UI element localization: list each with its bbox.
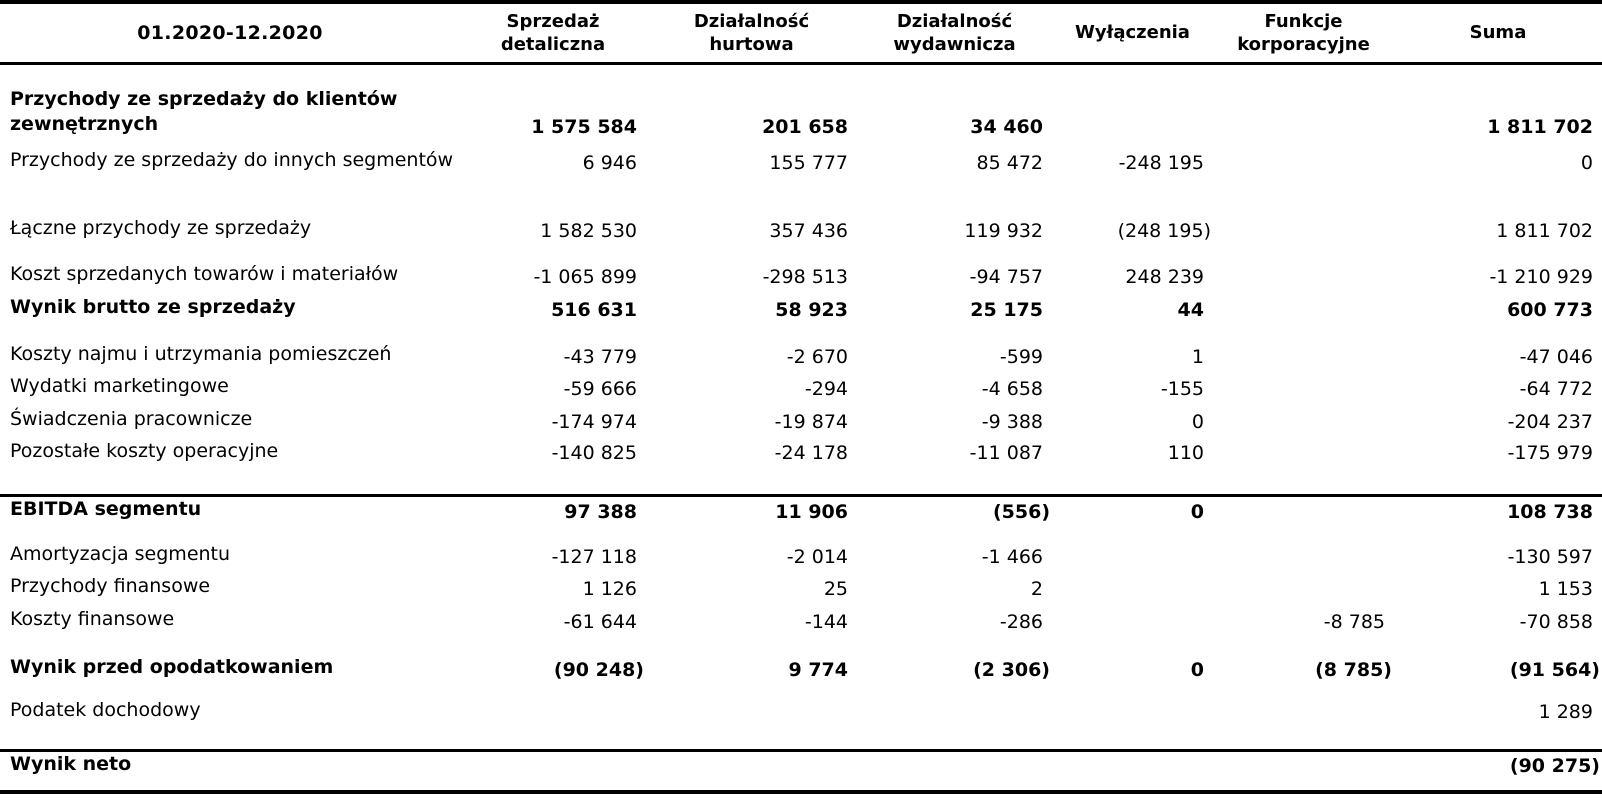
table-header bbox=[0, 2, 1602, 64]
value-cell: 1 811 702 bbox=[1487, 115, 1593, 138]
value-cell: -127 118 bbox=[551, 545, 637, 568]
value-cell: 0 bbox=[1191, 410, 1204, 433]
value-cell: -1 210 929 bbox=[1489, 265, 1593, 288]
table-row bbox=[0, 529, 1602, 574]
value-cell bbox=[857, 751, 1052, 793]
value-cell: -298 513 bbox=[762, 265, 848, 288]
value-cell: -8 785 bbox=[1323, 610, 1385, 633]
value-cell: 97 388 bbox=[460, 496, 646, 529]
value-cell bbox=[1213, 294, 1394, 327]
table-row bbox=[0, 751, 1602, 793]
value-cell: -2 670 bbox=[786, 345, 848, 368]
value-cell: -61 644 bbox=[563, 610, 637, 633]
value-cell: 201 658 bbox=[762, 115, 848, 138]
value-cell: 1 289 bbox=[1538, 701, 1593, 723]
table-row bbox=[0, 687, 1602, 751]
row-label: Wynik neto bbox=[0, 751, 460, 793]
value-cell: -204 237 bbox=[1507, 410, 1593, 433]
value-cell: 85 472 bbox=[976, 151, 1043, 174]
value-cell bbox=[1213, 439, 1394, 496]
table-row bbox=[0, 606, 1602, 639]
value-cell bbox=[1052, 529, 1213, 574]
value-cell: -70 858 bbox=[1519, 610, 1593, 633]
value-cell bbox=[1213, 64, 1394, 144]
value-cell bbox=[1213, 574, 1394, 606]
table-row bbox=[0, 248, 1602, 294]
value-cell: -43 779 bbox=[563, 345, 637, 368]
row-label: Koszt sprzedanych towarów i materiałów bbox=[10, 263, 399, 286]
table-row bbox=[0, 439, 1602, 496]
value-cell: 1 582 530 bbox=[540, 219, 637, 242]
value-cell: -144 bbox=[804, 610, 848, 633]
value-cell: 6 946 bbox=[582, 151, 637, 174]
column-header-retail: Sprzedaż detaliczna bbox=[460, 2, 646, 64]
table-row bbox=[0, 327, 1602, 374]
table-row bbox=[0, 180, 1602, 248]
value-cell bbox=[646, 751, 857, 793]
row-label: Wynik przed opodatkowaniem bbox=[10, 656, 334, 679]
value-cell: -2 014 bbox=[786, 545, 848, 568]
value-cell: 1 575 584 bbox=[531, 115, 637, 138]
value-cell: -294 bbox=[804, 377, 848, 400]
value-cell: -248 195 bbox=[1118, 151, 1204, 174]
value-cell: -130 597 bbox=[1507, 545, 1593, 568]
row-label: Przychody finansowe bbox=[10, 575, 211, 598]
column-header-total: Suma bbox=[1394, 2, 1602, 64]
value-cell: 11 906 bbox=[646, 496, 857, 529]
value-cell: 25 175 bbox=[970, 298, 1043, 321]
row-label: Koszty finansowe bbox=[10, 608, 175, 631]
table-body bbox=[0, 64, 1602, 793]
value-cell: -11 087 bbox=[969, 442, 1043, 464]
value-cell: 516 631 bbox=[551, 298, 637, 321]
value-cell: 110 bbox=[1167, 442, 1204, 464]
value-cell: (90 248) bbox=[553, 658, 644, 681]
value-cell: -175 979 bbox=[1507, 442, 1593, 464]
period-label: 01.2020-12.2020 bbox=[0, 2, 460, 64]
value-cell: (91 564) bbox=[1509, 658, 1600, 681]
row-label: Przychody ze sprzedaży do innych segmentów bbox=[10, 149, 454, 172]
table-row bbox=[0, 639, 1602, 687]
value-cell: 1 811 702 bbox=[1496, 219, 1593, 242]
value-cell: 1 126 bbox=[582, 577, 637, 600]
row-label: Wydatki marketingowe bbox=[10, 375, 229, 398]
value-cell: -1 466 bbox=[981, 545, 1043, 568]
value-cell: -1 065 899 bbox=[533, 265, 637, 288]
value-cell bbox=[1213, 687, 1394, 751]
value-cell: -599 bbox=[999, 345, 1043, 368]
value-cell: -64 772 bbox=[1519, 377, 1593, 400]
value-cell: -155 bbox=[1160, 377, 1204, 400]
value-cell bbox=[1213, 180, 1394, 248]
value-cell: 1 bbox=[1191, 345, 1204, 368]
value-cell: -47 046 bbox=[1519, 345, 1593, 368]
column-header-corporate: Funkcje korporacyjne bbox=[1213, 2, 1394, 64]
value-cell bbox=[1213, 496, 1394, 529]
row-label: Wynik brutto ze sprzedaży bbox=[10, 296, 296, 319]
value-cell: -9 388 bbox=[981, 410, 1043, 433]
value-cell: -59 666 bbox=[563, 377, 637, 400]
value-cell: 0 bbox=[1190, 658, 1204, 681]
row-label: Łączne przychody ze sprzedaży bbox=[10, 217, 312, 240]
value-cell: (248 195) bbox=[1117, 219, 1211, 242]
row-label: EBITDA segmentu bbox=[0, 496, 460, 529]
value-cell bbox=[1052, 574, 1213, 606]
row-label: Koszty najmu i utrzymania pomieszczeń bbox=[10, 343, 392, 366]
value-cell: -94 757 bbox=[969, 265, 1043, 288]
value-cell bbox=[460, 687, 646, 751]
table-row bbox=[0, 574, 1602, 606]
table-row bbox=[0, 294, 1602, 327]
value-cell: (556) bbox=[857, 496, 1052, 529]
value-cell: -4 658 bbox=[981, 377, 1043, 400]
value-cell bbox=[857, 687, 1052, 751]
row-label: Przychody ze sprzedaży do klientów zewnętrznych bbox=[10, 88, 398, 136]
value-cell bbox=[1052, 64, 1213, 144]
value-cell bbox=[1213, 248, 1394, 294]
table-row bbox=[0, 64, 1602, 144]
value-cell: 0 bbox=[1052, 496, 1213, 529]
row-label: Świadczenia pracownicze bbox=[10, 408, 253, 431]
column-header-wholesale: Działalność hurtowa bbox=[646, 2, 857, 64]
value-cell bbox=[1052, 606, 1213, 639]
value-cell bbox=[1213, 751, 1394, 793]
value-cell bbox=[1213, 406, 1394, 439]
value-cell: (2 306) bbox=[973, 658, 1050, 681]
row-label: Pozostałe koszty operacyjne bbox=[10, 439, 279, 462]
value-cell: 34 460 bbox=[970, 115, 1043, 138]
table-row bbox=[0, 496, 1602, 529]
value-cell: -140 825 bbox=[551, 442, 637, 464]
value-cell: 357 436 bbox=[769, 219, 848, 242]
value-cell: -286 bbox=[999, 610, 1043, 633]
value-cell: 600 773 bbox=[1507, 298, 1593, 321]
value-cell: -19 874 bbox=[774, 410, 848, 433]
value-cell bbox=[1213, 529, 1394, 574]
value-cell: 0 bbox=[1580, 151, 1593, 174]
value-cell: 119 932 bbox=[964, 219, 1043, 242]
table-row bbox=[0, 144, 1602, 180]
value-cell: 44 bbox=[1177, 298, 1204, 321]
table-row bbox=[0, 374, 1602, 406]
value-cell bbox=[460, 751, 646, 793]
value-cell: 1 153 bbox=[1538, 577, 1593, 600]
value-cell bbox=[646, 687, 857, 751]
row-label: Amortyzacja segmentu bbox=[10, 543, 231, 566]
value-cell bbox=[1213, 327, 1394, 374]
value-cell: 108 738 bbox=[1394, 496, 1602, 529]
column-header-exclusions: Wyłączenia bbox=[1052, 2, 1213, 64]
value-cell: 248 239 bbox=[1125, 265, 1204, 288]
value-cell: -174 974 bbox=[551, 410, 637, 433]
value-cell: (8 785) bbox=[1315, 658, 1392, 681]
table-row bbox=[0, 406, 1602, 439]
value-cell: 9 774 bbox=[788, 658, 848, 681]
value-cell: -24 178 bbox=[774, 442, 848, 464]
value-cell: 25 bbox=[823, 577, 848, 600]
value-cell bbox=[1052, 751, 1213, 793]
value-cell bbox=[1213, 144, 1394, 180]
value-cell: 2 bbox=[1030, 577, 1043, 600]
row-label: Podatek dochodowy bbox=[10, 698, 201, 721]
value-cell: 155 777 bbox=[769, 151, 848, 174]
value-cell: (90 275) bbox=[1394, 751, 1602, 793]
column-header-publishing: Działalność wydawnicza bbox=[857, 2, 1052, 64]
value-cell bbox=[1213, 374, 1394, 406]
header-row bbox=[0, 2, 1602, 64]
value-cell: 58 923 bbox=[775, 298, 848, 321]
value-cell bbox=[1052, 687, 1213, 751]
